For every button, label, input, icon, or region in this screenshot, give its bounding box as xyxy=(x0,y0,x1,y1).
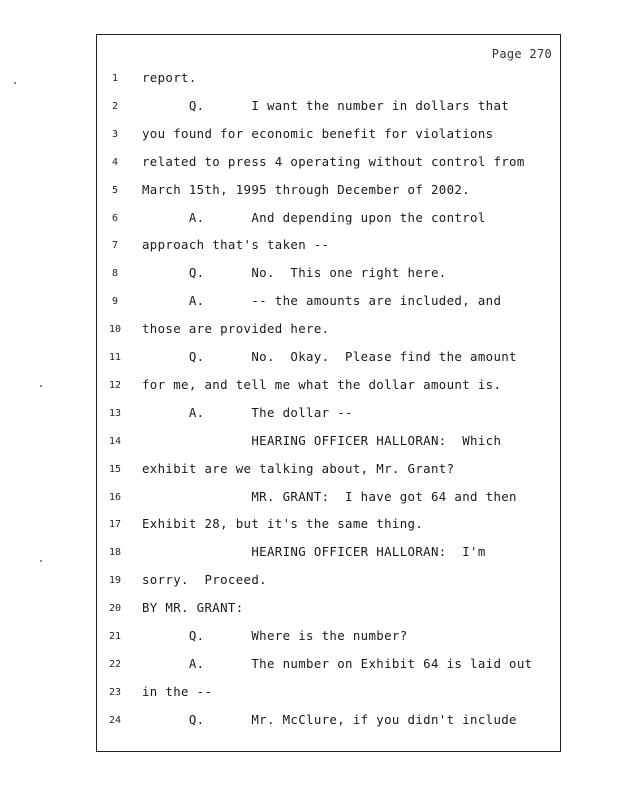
line-number: 8 xyxy=(111,268,119,280)
line-number: 18 xyxy=(108,547,122,559)
transcript-line-text: Exhibit 28, but it's the same thing. xyxy=(142,516,424,532)
line-number: 21 xyxy=(108,631,122,642)
transcript-line-text: A. And depending upon the control xyxy=(142,209,486,225)
line-number: 14 xyxy=(108,435,122,447)
line-number: 3 xyxy=(111,128,119,140)
line-number: 5 xyxy=(111,184,119,196)
transcript-line-text: those are provided here. xyxy=(142,321,330,337)
transcript-line-text: sorry. Proceed. xyxy=(142,572,267,588)
transcript-line-text: exhibit are we talking about, Mr. Grant? xyxy=(142,460,455,476)
line-number: 4 xyxy=(111,156,119,168)
transcript-line-text: BY MR. GRANT: xyxy=(142,600,244,616)
transcript-line-text: Q. I want the number in dollars that xyxy=(142,97,510,113)
transcript-line-text: March 15th, 1995 through December of 2002. xyxy=(142,181,471,197)
transcript-line-text: A. -- the amounts are included, and xyxy=(142,293,502,309)
line-number: 15 xyxy=(108,463,122,475)
scan-speck xyxy=(40,560,42,562)
transcript-line-text: Q. No. This one right here. xyxy=(142,265,447,281)
transcript-line-text: approach that's taken -- xyxy=(142,237,330,253)
transcript-line-text: A. The number on Exhibit 64 is laid out xyxy=(142,655,533,671)
line-number: 24 xyxy=(108,714,122,726)
line-number: 6 xyxy=(111,212,119,224)
line-number: 9 xyxy=(111,296,119,308)
line-number: 22 xyxy=(108,658,122,670)
transcript-line-text: HEARING OFFICER HALLORAN: Which xyxy=(142,432,502,448)
transcript-line-text: MR. GRANT: I have got 64 and then xyxy=(142,488,517,504)
transcript-line-text: you found for economic benefit for violations xyxy=(142,125,494,141)
line-number: 7 xyxy=(111,240,119,252)
transcript-line-text: Q. No. Okay. Please find the amount xyxy=(142,349,517,364)
line-number: 16 xyxy=(108,491,122,503)
line-number: 20 xyxy=(108,603,122,615)
transcript-line-text: A. The dollar -- xyxy=(142,404,353,420)
line-number: 1 xyxy=(111,73,119,84)
transcript-page-frame xyxy=(96,34,561,752)
scan-speck xyxy=(40,385,42,387)
line-number: 12 xyxy=(108,379,122,391)
scan-speck xyxy=(14,82,16,84)
line-number: 23 xyxy=(108,686,122,698)
line-number: 17 xyxy=(108,519,122,531)
line-number: 2 xyxy=(111,100,119,112)
line-number: 13 xyxy=(108,407,122,419)
line-number: 10 xyxy=(108,324,122,336)
line-number: 11 xyxy=(108,352,122,363)
transcript-line-text: Q. Where is the number? xyxy=(142,628,408,643)
transcript-line-text: report. xyxy=(142,70,197,85)
transcript-line-text: HEARING OFFICER HALLORAN: I'm xyxy=(142,544,486,560)
transcript-line-text: related to press 4 operating without control from xyxy=(142,153,525,169)
transcript-line-text: for me, and tell me what the dollar amount is. xyxy=(142,376,502,392)
transcript-line-text: in the -- xyxy=(142,683,213,699)
transcript-line-text: Q. Mr. McClure, if you didn't include xyxy=(142,711,517,727)
line-number: 19 xyxy=(108,575,122,587)
page-number: Page 270 xyxy=(491,47,552,61)
